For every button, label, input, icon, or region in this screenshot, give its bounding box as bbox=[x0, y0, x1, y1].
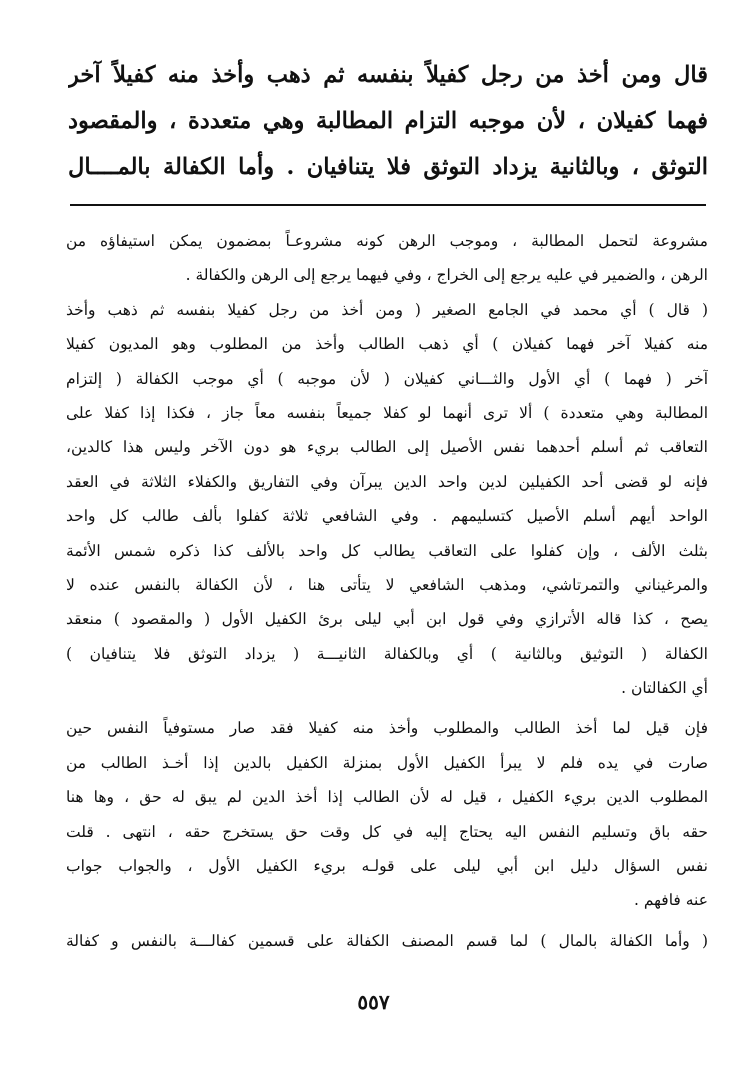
commentary-line: والمرغيناني والتمرتاشي، ومذهب الشافعي لا يتأتى هنا ، لأن الكفالة بالنفس عنده لا bbox=[66, 575, 708, 594]
commentary-line: فإن قيل لما أخذ الطالب والمطلوب وأخذ منه كفيلا فقد صار مستوفياً النفس حين bbox=[66, 719, 708, 738]
matn-line: قال ومن أخذ من رجل كفيلاً بنفسه ثم ذهب وأخذ منه كفيلاً آخر bbox=[68, 62, 708, 88]
commentary-line: الواحد أيهم أسلم الأصيل كتسليمهم . وفي الشافعي ثلاثة كفلوا بألف طالب كل واحد bbox=[66, 507, 708, 526]
commentary-text-block bbox=[66, 224, 708, 958]
commentary-line: أي الكفالتان . bbox=[621, 679, 708, 698]
matn-line: التوثق ، وبالثانية يزداد التوثق فلا يتنافيان . وأما الكفالة بالمــــال bbox=[68, 154, 708, 180]
commentary-line: يصح ، كذا قاله الأترازي وفي قول ابن أبي ليلى برئ الكفيل الأول ( والمقصود ) منعقد bbox=[66, 610, 708, 629]
commentary-line: التعاقب ثم أسلم أحدهما نفس الأصيل إلى الطالب بريء هو دون الآخر وليس هذا كالدين، bbox=[66, 438, 708, 457]
commentary-line: عنه فافهم . bbox=[633, 891, 708, 910]
commentary-line: الرهن ، والضمير في عليه يرجع إلى الخراج ، وفي فيهما يرجع إلى الرهن والكفالة . bbox=[185, 266, 708, 285]
commentary-line: المطالبة وهي متعددة ) ألا ترى أنهما لو كفلا جميعاً بنفسه معاً جاز ، فكذا إذا كفلا على bbox=[66, 403, 708, 422]
commentary-line: بثلث الألف ، وإن كفلوا على التعاقب يطالب كل واحد بالألف كذا ذكره شمس الأئمة bbox=[66, 541, 708, 560]
separator-rule bbox=[70, 204, 706, 206]
matn-line: فهما كفيلان ، لأن موجبه التزام المطالبة وهي متعددة ، والمقصود bbox=[68, 108, 708, 134]
commentary-line: منه كفيلا آخر فهما كفيلان ) أي ذهب الطالب وأخذ من المطلوب وهو المديون كفيلا bbox=[66, 335, 708, 354]
commentary-line: نفس السؤال دليل ابن أبي ليلى على قولـه بريء الكفيل الأول ، والجواب جواب bbox=[66, 857, 708, 876]
commentary-line: فإنه لو قضى أحد الكفيلين لدين واحد الدين يبرآن وفي التفاريق والكفلاء الثلاثة في العقد bbox=[66, 472, 708, 491]
matn-text-block bbox=[68, 52, 708, 190]
commentary-line: ( قال ) أي محمد في الجامع الصغير ( ومن أخذ من رجل كفيلا بنفسه ثم ذهب وأخذ bbox=[66, 300, 708, 319]
page-number: ٥٥٧ bbox=[357, 990, 390, 1014]
commentary-line: آخر ( فهما ) أي الأول والثـــاني كفيلان ( لأن موجبه ) أي موجب الكفالة ( إلتزام bbox=[66, 369, 708, 388]
commentary-line: الكفالة ( التوثيق وبالثانية ) أي وبالكفالة الثانيـــة ( يزداد التوثق فلا يتنافيان ) bbox=[66, 644, 708, 663]
commentary-line: حقه باق وتسليم النفس اليه يحتاج إليه في كل وقت حق يستخرج حقه ، انتهى . قلت bbox=[66, 822, 708, 841]
commentary-line: المطلوب الدين بريء الكفيل ، قيل له لأن الطالب إذا أخذ الدين لم يبق له حق ، وها هنا bbox=[66, 788, 708, 807]
commentary-line: ( وأما الكفالة بالمال ) لما قسم المصنف الكفالة على قسمين كفالـــة بالنفس و كفالة bbox=[66, 931, 708, 950]
commentary-line: صارت في يده فلم لا يبرأ الكفيل الأول بمنزلة الكفيل بالدين إذا أخـذ الطالب من bbox=[66, 753, 708, 772]
commentary-line: مشروعة لتحمل المطالبة ، وموجب الرهن كونه مشروعـاً بمضمون يمكن استيفاؤه من bbox=[66, 232, 708, 250]
